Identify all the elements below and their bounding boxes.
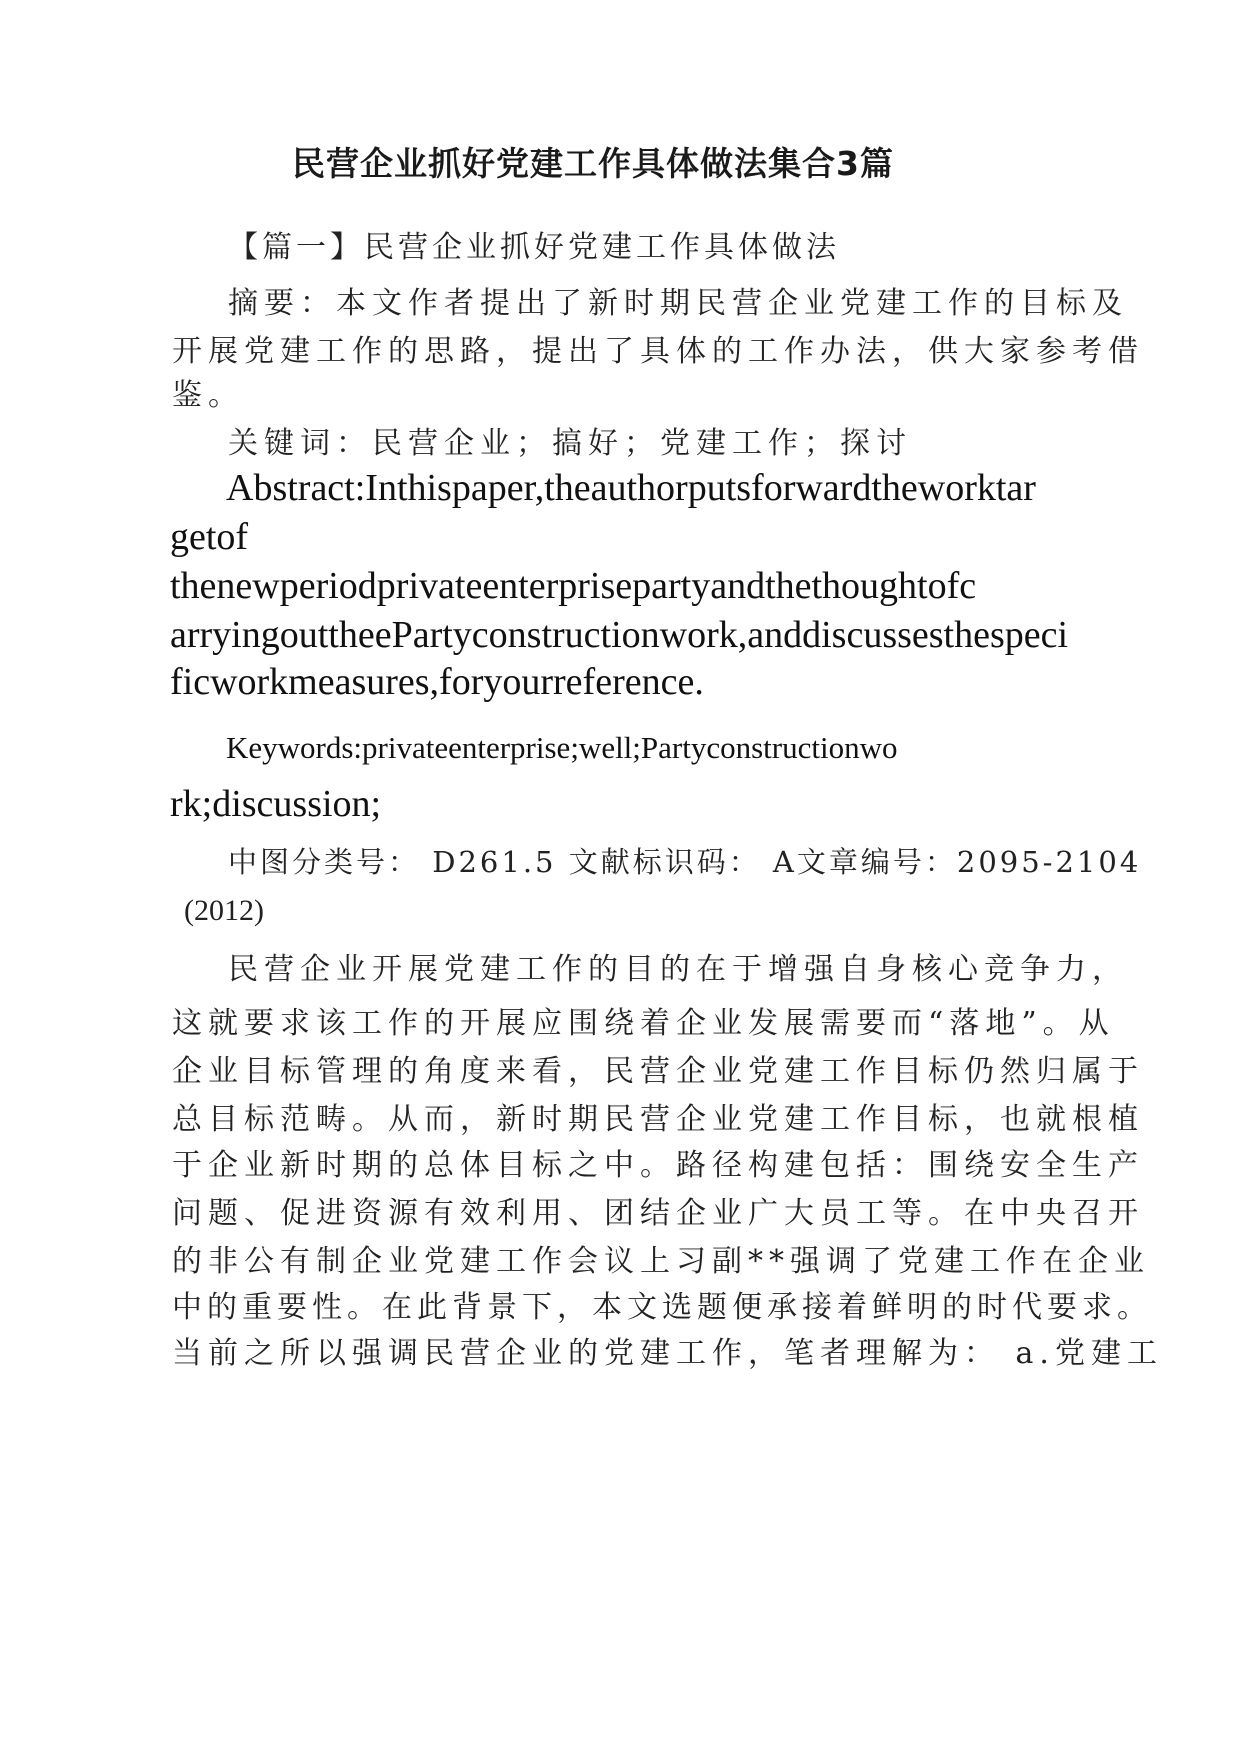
abstract-en-line: thenewperiodprivateenterprisepartyandthethoughtofc (170, 565, 977, 607)
body-paragraph-line: 的非公有制企业党建工作会议上习副**强调了党建工作在企业 (172, 1244, 1150, 1279)
body-paragraph-line: 总目标范畴。从而，新时期民营企业党建工作目标，也就根植 (172, 1102, 1144, 1137)
keywords-cn: 关键词：民营企业；搞好；党建工作；探讨 (228, 426, 912, 461)
document-title: 民营企业抓好党建工作具体做法集合3篇 (292, 144, 894, 183)
abstract-en-line: ficworkmeasures,foryourreference. (170, 661, 704, 703)
classification-line: 中图分类号： D261.5 文献标识码： A文章编号：2095-2104 (228, 845, 1142, 879)
abstract-cn-line: 鉴。 (172, 378, 244, 413)
keywords-en-line: rk;discussion; (170, 783, 382, 825)
keywords-en-line: Keywords:privateenterprise;well;Partyconstructionwo (226, 730, 898, 765)
body-paragraph-line: 问题、促进资源有效利用、团结企业广大员工等。在中央召开 (172, 1196, 1144, 1231)
section-heading: 【篇一】民营企业抓好党建工作具体做法 (228, 230, 840, 265)
abstract-en-line: getof (170, 516, 249, 558)
body-paragraph-line: 中的重要性。在此背景下，本文选题便承接着鲜明的时代要求。 (172, 1290, 1152, 1325)
classification-line: (2012) (184, 894, 264, 927)
abstract-en-line: Abstract:Inthispaper,theauthorputsforwardtheworktar (226, 467, 1036, 509)
abstract-cn-line: 摘要：本文作者提出了新时期民营企业党建工作的目标及 (228, 286, 1128, 321)
body-paragraph-line: 当前之所以强调民营企业的党建工作，笔者理解为： a.党建工 (172, 1336, 1163, 1371)
body-paragraph-line: 民营企业开展党建工作的目的在于增强自身核心竞争力， (228, 952, 1128, 987)
abstract-en-line: arryingouttheePartyconstructionwork,anddiscussesthespeci (170, 614, 1069, 656)
body-paragraph-line: 于企业新时期的总体目标之中。路径构建包括：围绕安全生产 (172, 1148, 1144, 1183)
body-paragraph-line: 这就要求该工作的开展应围绕着企业发展需要而“落地”。从 (172, 1006, 1115, 1041)
abstract-cn-line: 开展党建工作的思路，提出了具体的工作办法，供大家参考借 (172, 334, 1144, 369)
body-paragraph-line: 企业目标管理的角度来看，民营企业党建工作目标仍然归属于 (172, 1054, 1144, 1089)
